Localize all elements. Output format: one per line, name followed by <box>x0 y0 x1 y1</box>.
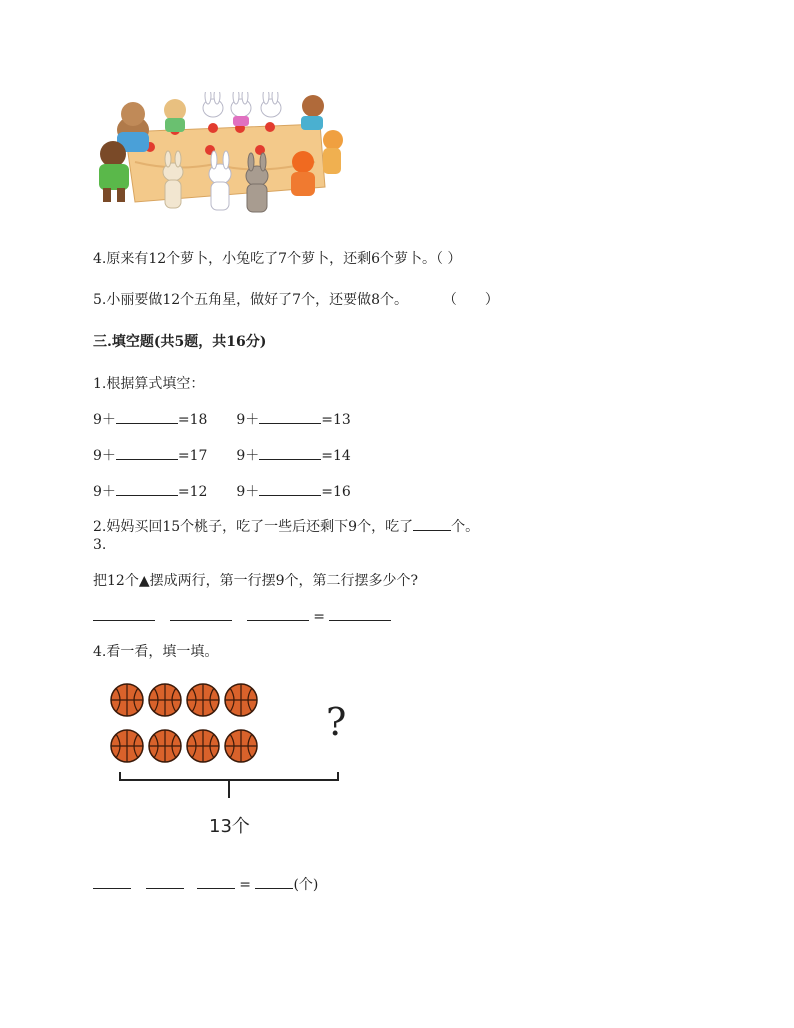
answer-blank[interactable] <box>116 409 178 424</box>
question-mark: ? <box>326 700 347 744</box>
answer-blank[interactable] <box>197 874 235 889</box>
answer-paren[interactable]: （ ） <box>442 292 499 308</box>
basketball-icon <box>187 684 219 716</box>
fill-q4-prompt: 4.看一看，填一填。 <box>93 644 219 660</box>
fill-q3-number: 3. <box>93 537 107 553</box>
question-5-text: 5.小丽要做12个五角星，做好了7个，还要做8个。 <box>93 292 408 308</box>
basketball-icon <box>225 730 257 762</box>
answer-blank[interactable] <box>259 409 321 424</box>
basketball-icon <box>149 730 181 762</box>
animals-table-illustration <box>95 92 355 217</box>
answer-blank[interactable] <box>247 606 309 621</box>
equation-row: 9＋ =12 9＋ =16 <box>93 481 351 501</box>
equation-row: 9＋ =18 9＋ =13 <box>93 409 351 429</box>
basketball-icon <box>111 684 143 716</box>
basketball-group <box>110 683 270 767</box>
section-3-heading: 三.填空题(共5题，共16分) <box>93 334 267 350</box>
question-4-true-false: 4.原来有12个萝卜，小兔吃了7个萝卜，还剩6个萝卜。（ ） <box>93 251 462 267</box>
answer-blank[interactable] <box>413 516 451 531</box>
answer-blank[interactable] <box>259 481 321 496</box>
answer-blank[interactable] <box>93 874 131 889</box>
basketball-icon <box>149 684 181 716</box>
fill-q1-prompt: 1.根据算式填空： <box>93 376 205 392</box>
total-bracket <box>118 770 342 800</box>
answer-blank[interactable] <box>329 606 391 621</box>
fill-q4-answer-row: = (个) <box>93 874 318 894</box>
answer-blank[interactable] <box>93 606 155 621</box>
fill-q3-text: 把12个▲摆成两行，第一行摆9个，第二行摆多少个? <box>93 573 418 589</box>
basketball-icon <box>187 730 219 762</box>
basketball-icon <box>225 684 257 716</box>
fill-q3-answer-row: = <box>93 606 391 625</box>
question-5-true-false <box>93 289 499 309</box>
total-label: 13个 <box>209 816 250 837</box>
answer-blank[interactable] <box>116 445 178 460</box>
answer-blank[interactable] <box>116 481 178 496</box>
fill-q2: 2.妈妈买回15个桃子，吃了一些后还剩下9个，吃了 个。 <box>93 516 479 536</box>
equation-row: 9＋ =17 9＋ =14 <box>93 445 351 465</box>
answer-blank[interactable] <box>170 606 232 621</box>
answer-blank[interactable] <box>255 874 293 889</box>
answer-blank[interactable] <box>259 445 321 460</box>
answer-blank[interactable] <box>146 874 184 889</box>
basketball-icon <box>111 730 143 762</box>
